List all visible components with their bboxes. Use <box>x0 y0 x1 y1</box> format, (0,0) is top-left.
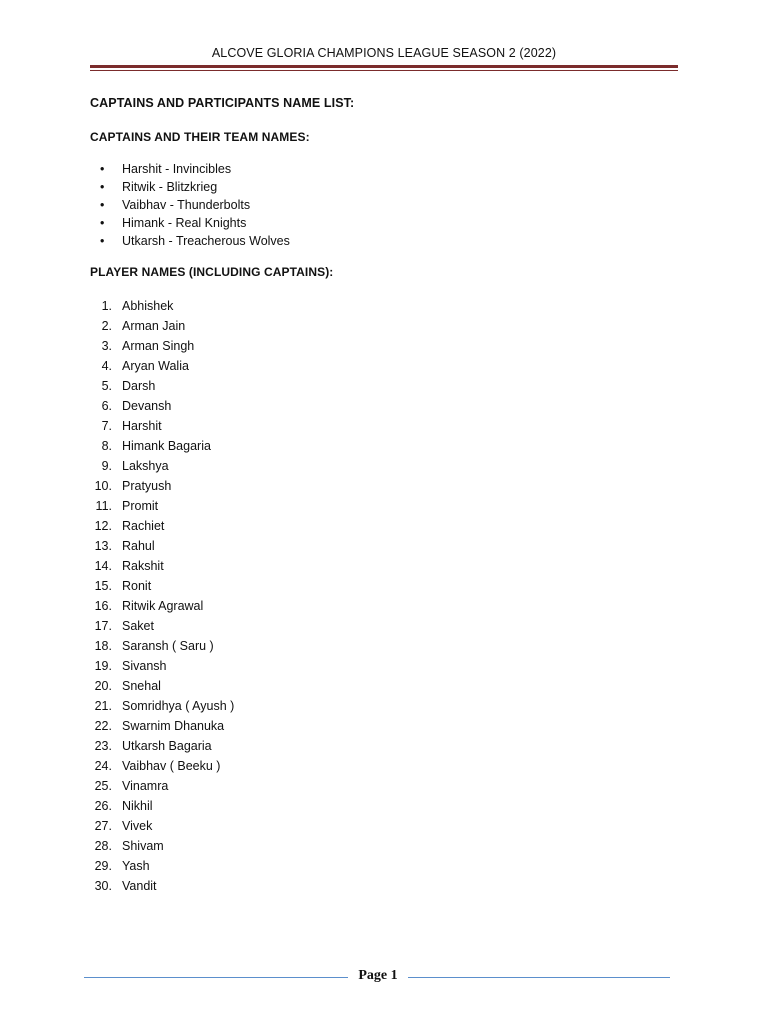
player-name: Aryan Walia <box>122 359 189 373</box>
player-number: 5. <box>101 379 112 393</box>
player-item <box>90 716 234 736</box>
player-number: 30. <box>94 879 112 893</box>
player-name: Harshit <box>122 419 162 433</box>
player-item <box>90 596 234 616</box>
player-item <box>90 516 234 536</box>
player-number: 10. <box>94 479 112 493</box>
bullet-icon: • <box>100 216 105 230</box>
player-number: 24. <box>94 759 112 773</box>
player-item <box>90 496 234 516</box>
player-number: 27. <box>94 819 112 833</box>
bullet-icon: • <box>100 234 105 248</box>
player-name: Vivek <box>122 819 153 833</box>
captain-item <box>90 178 290 196</box>
page-header-title: ALCOVE GLORIA CHAMPIONS LEAGUE SEASON 2 (2022) <box>211 46 557 60</box>
player-name: Vaibhav ( Beeku ) <box>122 759 221 773</box>
player-item <box>90 696 234 716</box>
player-item <box>90 876 234 896</box>
player-number: 23. <box>94 739 112 753</box>
player-name: Arman Jain <box>122 319 186 333</box>
player-name: Nikhil <box>122 799 153 813</box>
captain-text: Utkarsh - Treacherous Wolves <box>122 234 290 248</box>
player-item <box>90 756 234 776</box>
player-name: Rachiet <box>122 519 165 533</box>
player-item <box>90 776 234 796</box>
player-number: 25. <box>94 779 112 793</box>
player-name: Shivam <box>122 839 164 853</box>
player-number: 4. <box>101 359 112 373</box>
footer-rule-left <box>84 977 348 978</box>
captain-text: Himank - Real Knights <box>122 216 247 230</box>
players-list <box>90 296 234 896</box>
player-name: Ronit <box>122 579 152 593</box>
captains-heading: CAPTAINS AND THEIR TEAM NAMES: <box>90 130 310 144</box>
player-number: 20. <box>94 679 112 693</box>
player-item <box>90 356 234 376</box>
player-name: Vandit <box>122 879 157 893</box>
player-number: 18. <box>94 639 112 653</box>
player-name: Saket <box>122 619 154 633</box>
bullet-icon: • <box>100 198 105 212</box>
captain-item <box>90 196 290 214</box>
player-item <box>90 536 234 556</box>
player-number: 19. <box>94 659 112 673</box>
player-name: Utkarsh Bagaria <box>122 739 212 753</box>
player-name: Ritwik Agrawal <box>122 599 204 613</box>
player-item <box>90 296 234 316</box>
player-item <box>90 576 234 596</box>
player-name: Sivansh <box>122 659 167 673</box>
main-heading: CAPTAINS AND PARTICIPANTS NAME LIST: <box>90 96 355 110</box>
player-number: 2. <box>101 319 112 333</box>
player-item <box>90 656 234 676</box>
player-item <box>90 396 234 416</box>
player-name: Rahul <box>122 539 155 553</box>
player-item <box>90 796 234 816</box>
player-name: Snehal <box>122 679 161 693</box>
player-number: 16. <box>94 599 112 613</box>
player-name: Himank Bagaria <box>122 439 211 453</box>
captain-text: Harshit - Invincibles <box>122 162 232 176</box>
player-item <box>90 856 234 876</box>
player-number: 26. <box>94 799 112 813</box>
player-number: 29. <box>94 859 112 873</box>
player-name: Promit <box>122 499 159 513</box>
players-heading: PLAYER NAMES (INCLUDING CAPTAINS): <box>90 265 334 279</box>
bullet-icon: • <box>100 162 105 176</box>
player-name: Swarnim Dhanuka <box>122 719 225 733</box>
player-item <box>90 616 234 636</box>
player-name: Devansh <box>122 399 172 413</box>
player-name: Vinamra <box>122 779 169 793</box>
player-number: 22. <box>94 719 112 733</box>
player-item <box>90 736 234 756</box>
player-number: 17. <box>94 619 112 633</box>
captain-item <box>90 214 290 232</box>
player-number: 3. <box>101 339 112 353</box>
captain-item <box>90 232 290 250</box>
player-name: Rakshit <box>122 559 164 573</box>
bullet-icon: • <box>100 180 105 194</box>
player-number: 11. <box>95 499 112 513</box>
player-number: 14. <box>94 559 112 573</box>
player-item <box>90 436 234 456</box>
player-name: Lakshya <box>122 459 169 473</box>
player-number: 28. <box>94 839 112 853</box>
page-number: Page 1 <box>358 968 398 983</box>
player-number: 7. <box>101 419 112 433</box>
player-item <box>90 376 234 396</box>
player-number: 6. <box>101 399 112 413</box>
captain-text: Vaibhav - Thunderbolts <box>122 198 251 212</box>
player-item <box>90 556 234 576</box>
player-item <box>90 336 234 356</box>
player-item <box>90 636 234 656</box>
captains-list <box>90 160 290 250</box>
player-name: Somridhya ( Ayush ) <box>122 699 235 713</box>
player-number: 9. <box>101 459 112 473</box>
header-rule-thin <box>90 70 678 71</box>
captain-item <box>90 160 290 178</box>
player-number: 12. <box>94 519 112 533</box>
player-item <box>90 416 234 436</box>
player-name: Pratyush <box>122 479 172 493</box>
player-number: 1. <box>101 299 112 313</box>
player-name: Saransh ( Saru ) <box>122 639 214 653</box>
player-item <box>90 476 234 496</box>
footer-rule-right <box>408 977 670 978</box>
player-name: Arman Singh <box>122 339 195 353</box>
player-number: 15. <box>94 579 112 593</box>
player-name: Yash <box>122 859 150 873</box>
captain-text: Ritwik - Blitzkrieg <box>122 180 218 194</box>
player-name: Darsh <box>122 379 156 393</box>
player-item <box>90 456 234 476</box>
player-item <box>90 676 234 696</box>
player-item <box>90 816 234 836</box>
player-number: 21. <box>94 699 112 713</box>
player-item <box>90 316 234 336</box>
player-number: 13. <box>94 539 112 553</box>
player-item <box>90 836 234 856</box>
player-name: Abhishek <box>122 299 174 313</box>
header-rule-thick <box>90 65 678 68</box>
player-number: 8. <box>101 439 112 453</box>
